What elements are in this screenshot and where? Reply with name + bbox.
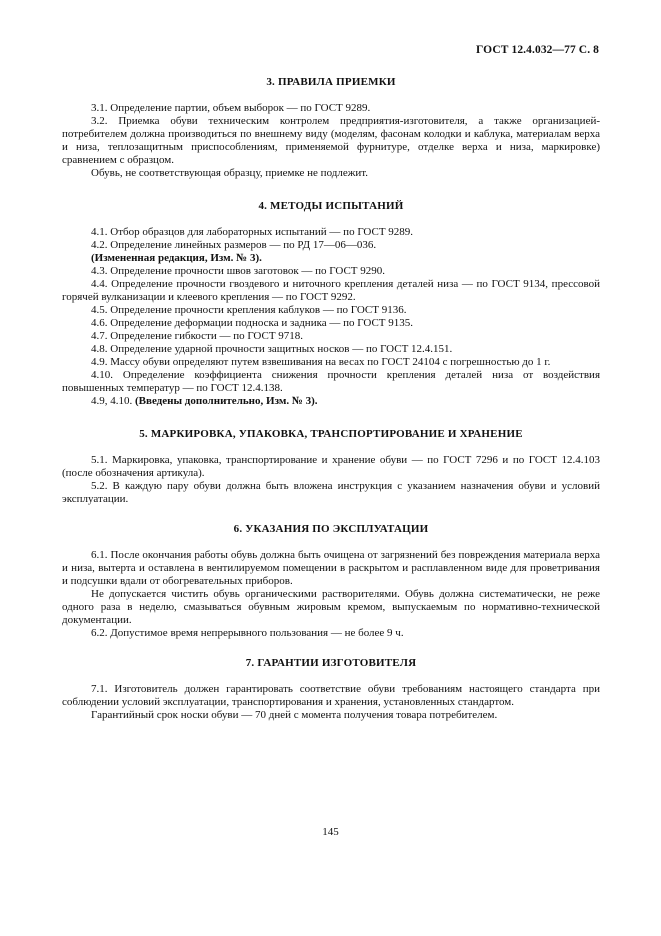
paragraph: 4.8. Определение ударной прочности защитных носков — по ГОСТ 12.4.151.: [91, 343, 453, 355]
paragraph: 4.5. Определение прочности крепления каблуков — по ГОСТ 9136.: [91, 304, 407, 316]
paragraph: 4.1. Отбор образцов для лабораторных испытаний — по ГОСТ 9289.: [91, 226, 414, 238]
paragraph: 3.1. Определение партии, объем выборок — по ГОСТ 9289.: [91, 102, 371, 114]
paragraph: Не допускается чистить обувь органическими растворителями. Обувь должна систематически, не реже одного раза в неделю, смазываться обувным жировым кремом, выпускаемым по нормативно-технической документации.: [62, 588, 600, 626]
standard-code-header: ГОСТ 12.4.032—77 С. 8: [476, 44, 599, 56]
paragraph: 7.1. Изготовитель должен гарантировать соответствие обуви требованиям настоящего стандарта при соблюдении условий эксплуатации, транспортирования и хранения, установленных стандартом.: [62, 683, 600, 708]
section-title: 6. УКАЗАНИЯ ПО ЭКСПЛУАТАЦИИ: [233, 523, 429, 535]
section-title: 3. ПРАВИЛА ПРИЕМКИ: [266, 76, 396, 88]
paragraph: 4.4. Определение прочности гвоздевого и ниточного крепления деталей низа — по ГОСТ 9134, прессовой горячей вулканизации и клеевого крепления — по ГОСТ 9292.: [62, 278, 600, 303]
clause-reference: 4.9, 4.10.: [91, 395, 133, 407]
paragraph: 4.2. Определение линейных размеров — по РД 17—06—036.: [91, 239, 377, 251]
paragraph: 4.9. Массу обуви определяют путем взвешивания на весах по ГОСТ 24104 с погрешностью до 1 г.: [91, 356, 551, 368]
section-test-methods: [62, 199, 600, 408]
section-marking-packaging: [62, 427, 600, 506]
paragraph: 5.1. Маркировка, упаковка, транспортирование и хранение обуви — по ГОСТ 7296 и по ГОСТ 12.4.103 (после обозначения артикула).: [62, 454, 600, 479]
section-manufacturer-warranty: [62, 656, 600, 722]
section-title: 4. МЕТОДЫ ИСПЫТАНИЙ: [258, 200, 404, 212]
section-acceptance-rules: [62, 75, 600, 180]
paragraph: 4.7. Определение гибкости — по ГОСТ 9718.: [91, 330, 304, 342]
section-title: 5. МАРКИРОВКА, УПАКОВКА, ТРАНСПОРТИРОВАНИЕ И ХРАНЕНИЕ: [139, 428, 523, 440]
amendment-note: (Введены дополнительно, Изм. № 3).: [135, 395, 318, 407]
paragraph: Гарантийный срок носки обуви — 70 дней с момента получения товара потребителем.: [91, 709, 498, 721]
paragraph: 5.2. В каждую пару обуви должна быть вложена инструкция с указанием назначения обуви и условий эксплуатации.: [62, 480, 600, 505]
amendment-note: (Измененная редакция, Изм. № 3).: [91, 252, 262, 264]
paragraph: 4.6. Определение деформации подноска и задника — по ГОСТ 9135.: [91, 317, 413, 329]
amendment-note-line: [62, 395, 600, 408]
paragraph: 4.3. Определение прочности швов заготовок — по ГОСТ 9290.: [91, 265, 386, 277]
paragraph: 6.2. Допустимое время непрерывного пользования — не более 9 ч.: [91, 627, 404, 639]
paragraph: 3.2. Приемка обуви техническим контролем предприятия-изготовителя, а также организацией-потребителем должна производиться по внешнему виду (моделям, фасонам колодки и каблука, материалам верха и низа, теплозащитным приспособлениям, применяемой фурнитуре, отделке верха и низа, маркировке) сравнением с образцом.: [62, 115, 600, 166]
page-number: 145: [322, 826, 339, 838]
paragraph: 4.10. Определение коэффициента снижения прочности крепления деталей низа от воздействия повышенных температур — по ГОСТ 12.4.138.: [62, 369, 600, 394]
section-title: 7. ГАРАНТИИ ИЗГОТОВИТЕЛЯ: [245, 657, 417, 669]
section-operating-instructions: [62, 522, 600, 640]
paragraph: Обувь, не соответствующая образцу, приемке не подлежит.: [91, 167, 368, 179]
paragraph: 6.1. После окончания работы обувь должна быть очищена от загрязнений без повреждения материала верха и низа, вытерта и оставлена в вентилируемом помещении в раскрытом и расплавленном виде для проветривания и подсушки вдали от обогревательных приборов.: [62, 549, 600, 587]
document-body: [62, 75, 600, 737]
